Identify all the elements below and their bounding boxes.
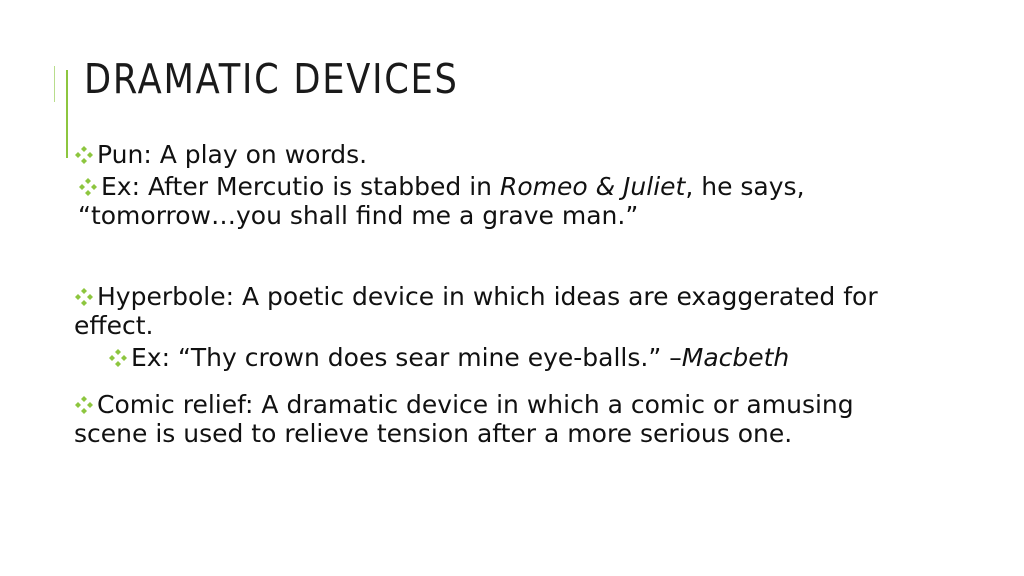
bullet-text: Ex: “Thy crown does sear mine eye-balls.” –: [131, 343, 682, 372]
bullet-text: Ex: After Mercutio is stabbed in: [101, 172, 500, 201]
bullet-text-line2: effect.: [74, 311, 154, 340]
slide-title: DRAMATIC DEVICES: [84, 55, 459, 103]
diamond-cluster-icon: [74, 395, 94, 415]
title-accent-line: [66, 70, 68, 158]
bullet-item-comic-relief: [74, 390, 974, 448]
bullet-text: , he says,: [685, 172, 805, 201]
bullet-text: Hyperbole: A poetic device in which ideas are exaggerated for: [97, 282, 878, 311]
bullet-item-pun-example: [78, 172, 978, 230]
play-title: Macbeth: [681, 343, 790, 372]
diamond-cluster-icon: [78, 177, 98, 197]
bullet-text: Pun: A play on words.: [97, 140, 368, 169]
bullet-text-line2: scene is used to relieve tension after a more serious one.: [74, 419, 793, 448]
diamond-cluster-icon: [74, 287, 94, 307]
bullet-item-hyperbole: [74, 282, 994, 340]
bullet-item-pun: [74, 140, 974, 169]
play-title: Romeo & Juliet: [499, 172, 686, 201]
bullet-text-line2: “tomorrow…you shall find me a grave man.”: [78, 201, 639, 230]
bullet-text: Comic relief: A dramatic device in which a comic or amusing: [97, 390, 854, 419]
bullet-item-hyperbole-example: [108, 343, 988, 372]
title-accent-line-thin: [54, 66, 55, 102]
diamond-cluster-icon: [108, 348, 128, 368]
diamond-cluster-icon: [74, 145, 94, 165]
